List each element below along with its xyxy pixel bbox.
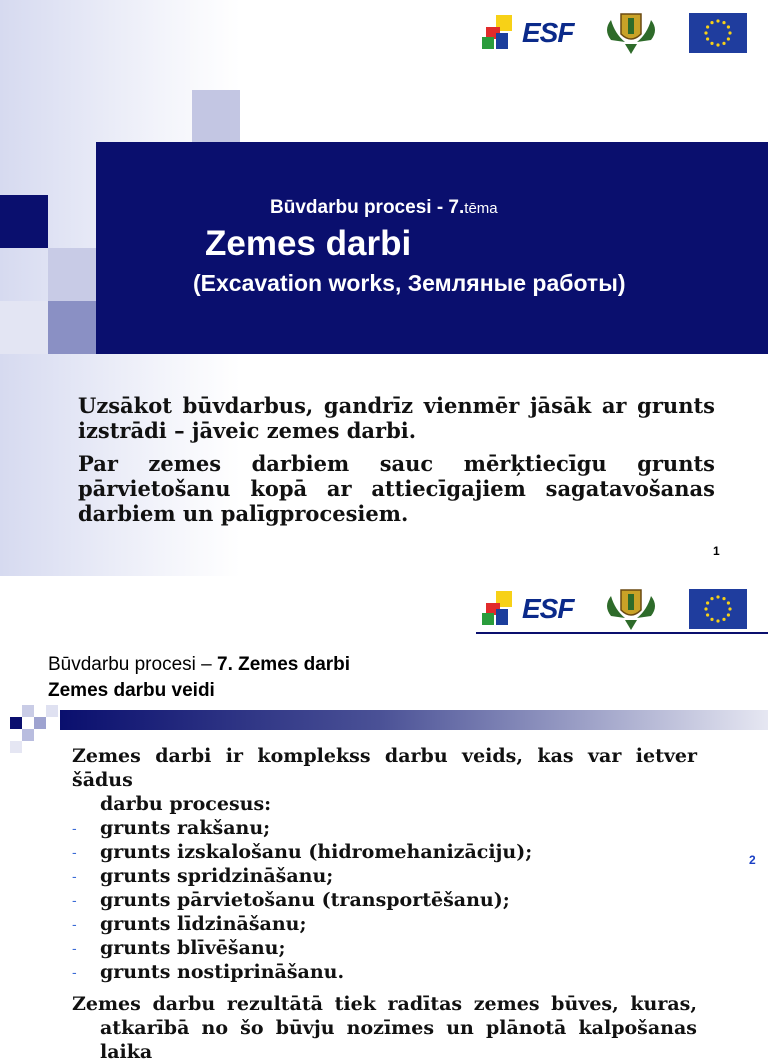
decor-square bbox=[22, 729, 34, 741]
university-crest-icon bbox=[601, 10, 661, 56]
eu-flag-icon bbox=[689, 589, 747, 629]
eu-flag-icon bbox=[689, 13, 747, 53]
decor-square bbox=[0, 301, 48, 354]
closing-text bbox=[72, 992, 697, 1064]
decor-square bbox=[10, 741, 22, 753]
slide-heading bbox=[48, 652, 350, 704]
slide-title: Zemes darbi bbox=[205, 224, 412, 263]
heading-prefix: Būvdarbu procesi – bbox=[48, 654, 217, 675]
intro-text bbox=[72, 744, 697, 816]
subtitle-small: tēma bbox=[464, 200, 498, 217]
heading-subtopic: Zemes darbu veidi bbox=[48, 680, 215, 701]
page-number: 2 bbox=[749, 853, 756, 867]
title-band-accent bbox=[0, 195, 48, 248]
bullet-dash: - bbox=[72, 892, 77, 908]
bullet-dash: - bbox=[72, 868, 77, 884]
list-item-text: grunts izskalošanu (hidromehanizāciju); bbox=[100, 841, 533, 863]
process-list bbox=[72, 816, 697, 984]
list-item-text: grunts spridzināšanu; bbox=[100, 865, 334, 887]
list-item-text: grunts nostiprināšanu. bbox=[100, 961, 345, 983]
slide-title-translation: (Excavation works, Земляные работы) bbox=[193, 270, 626, 296]
decor-square bbox=[192, 90, 240, 142]
list-item-text: grunts līdzināšanu; bbox=[100, 913, 307, 935]
university-crest-icon bbox=[601, 586, 661, 632]
bullet-dash: - bbox=[72, 844, 77, 860]
bullet-dash: - bbox=[72, 964, 77, 980]
list-item bbox=[72, 960, 697, 984]
section-rule bbox=[60, 710, 768, 730]
header-rule bbox=[476, 632, 768, 634]
bullet-dash: - bbox=[72, 940, 77, 956]
heading-topic: 7. Zemes darbi bbox=[217, 654, 351, 675]
slide-subtitle bbox=[270, 197, 498, 219]
decor-square bbox=[48, 248, 96, 301]
slide-2 bbox=[0, 576, 768, 1063]
list-item-text: grunts rakšanu; bbox=[100, 817, 271, 839]
esf-logo bbox=[482, 15, 573, 51]
list-item-text: grunts blīvēšanu; bbox=[100, 937, 286, 959]
slide-body bbox=[78, 393, 715, 534]
esf-logo bbox=[482, 591, 573, 627]
intro-line: darbu procesus: bbox=[100, 793, 272, 815]
paragraph: Par zemes darbiem sauc mērķtiecīgu grunts pārvietošanu kopā ar attiecīgajiem sagatavošanas darbiem un palīgprocesiem. bbox=[78, 451, 715, 526]
logo-bar bbox=[482, 586, 747, 632]
list-item bbox=[72, 912, 697, 936]
paragraph: Uzsākot būvdarbus, gandrīz vienmēr jāsāk ar grunts izstrādi – jāveic zemes darbi. bbox=[78, 393, 715, 443]
esf-text: ESF bbox=[522, 593, 574, 624]
list-item bbox=[72, 864, 697, 888]
esf-mark-icon bbox=[482, 591, 518, 627]
list-item bbox=[72, 888, 697, 912]
decor-square bbox=[10, 717, 22, 729]
decor-square bbox=[46, 705, 58, 717]
list-item bbox=[72, 840, 697, 864]
decor-square bbox=[34, 717, 46, 729]
esf-mark-icon bbox=[482, 15, 518, 51]
bullet-dash: - bbox=[72, 820, 77, 836]
esf-text: ESF bbox=[522, 17, 574, 48]
logo-bar bbox=[482, 10, 747, 56]
bullet-dash: - bbox=[72, 916, 77, 932]
subtitle-main: Būvdarbu procesi - 7. bbox=[270, 197, 465, 218]
page-number: 1 bbox=[713, 544, 720, 558]
decor-square bbox=[22, 705, 34, 717]
list-item bbox=[72, 936, 697, 960]
list-item bbox=[72, 816, 697, 840]
slide-body bbox=[72, 744, 697, 1064]
closing-line: Zemes darbu rezultātā tiek radītas zemes būves, kuras, bbox=[72, 993, 697, 1015]
list-item-text: grunts pārvietošanu (transportēšanu); bbox=[100, 889, 510, 911]
intro-line: Zemes darbi ir komplekss darbu veids, kas var ietver šādus bbox=[72, 745, 697, 791]
title-band bbox=[96, 142, 768, 354]
decor-square bbox=[48, 301, 96, 354]
closing-line: atkarībā no šo būvju nozīmes un plānotā kalpošanas laika bbox=[100, 1017, 697, 1063]
